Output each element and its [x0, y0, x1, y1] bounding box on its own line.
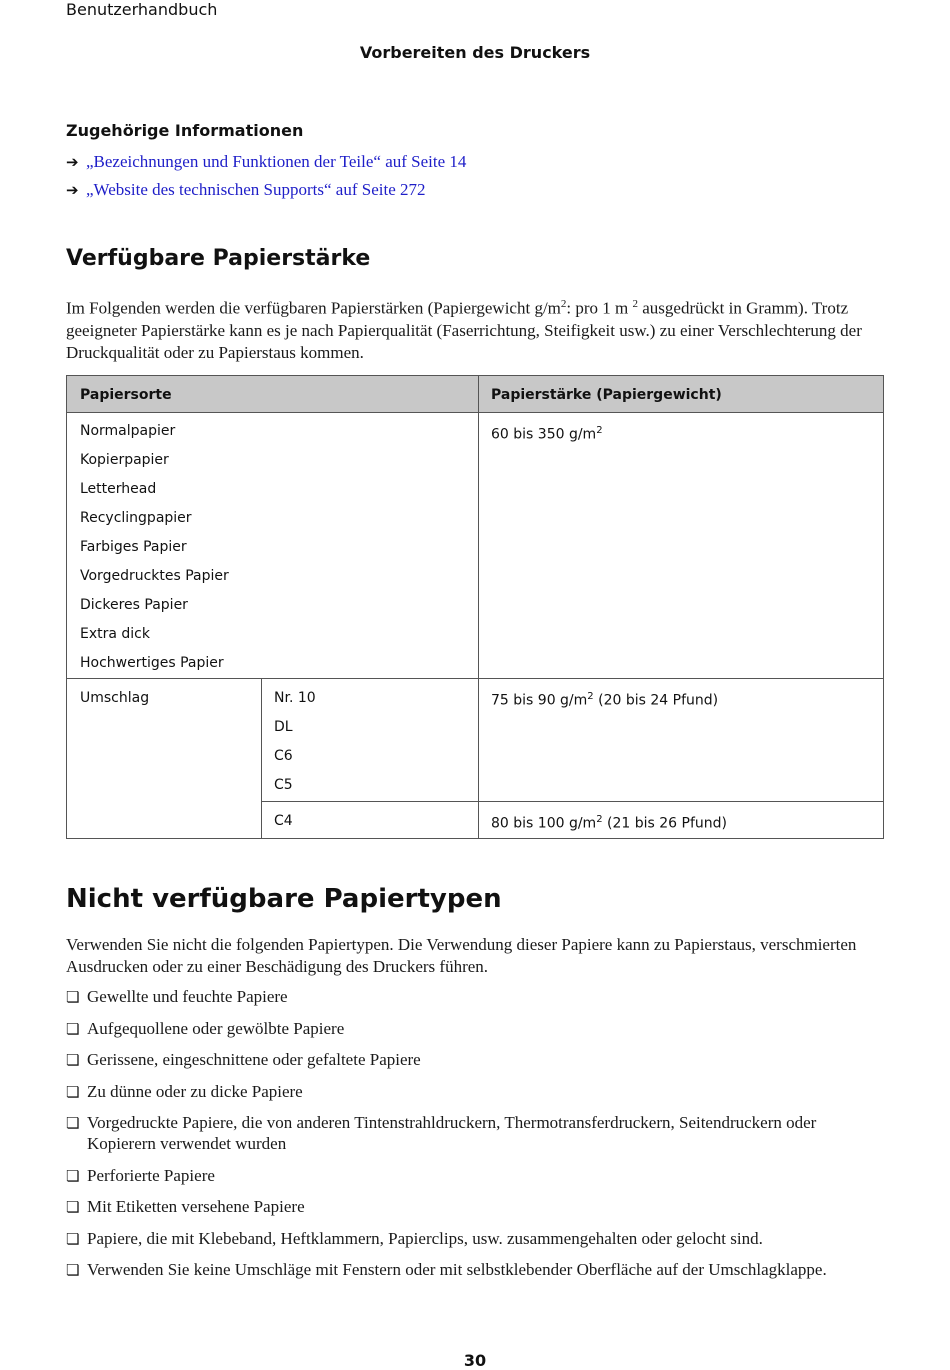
- list-item: [66, 1081, 886, 1102]
- paper-type-item: Extra dick: [80, 626, 150, 642]
- weight-superscript: 2: [587, 691, 594, 702]
- envelope-size: Nr. 10: [274, 690, 316, 706]
- checkbox-icon: ❏: [66, 988, 80, 1006]
- chapter-title: Vorbereiten des Druckers: [359, 43, 591, 62]
- right-arrow-icon: ➔: [66, 181, 79, 199]
- intro-text: : pro 1 m: [566, 298, 633, 318]
- paper-type-item: Dickeres Papier: [80, 597, 188, 613]
- envelope-size: C5: [274, 777, 293, 793]
- header-paper-weight: Papierstärke (Papiergewicht): [491, 387, 722, 403]
- related-information: [66, 121, 886, 204]
- intro-text: ausgedrückt in Gramm). Trotz geeigneter Papierstärke kann es je nach Papierqualität (Faserrichtung, Steifigkeit usw.) zu einer Verschlechterung der Druckqualität oder zu Papierstaus kommen.: [66, 298, 862, 362]
- list-item: [66, 986, 886, 1007]
- list-item: [66, 1228, 886, 1249]
- list-item: [66, 1259, 886, 1280]
- checkbox-icon: ❏: [66, 1261, 80, 1279]
- column-divider: [478, 376, 479, 838]
- page-number: 30: [463, 1351, 487, 1370]
- paper-type-item: Kopierpapier: [80, 452, 169, 468]
- related-link-row: [66, 148, 886, 176]
- weight-text: 75 bis 90 g/m: [491, 692, 588, 709]
- checkbox-icon: ❏: [66, 1051, 80, 1069]
- intro-superscript: 2: [632, 298, 638, 310]
- list-item: [66, 1018, 886, 1039]
- running-head: Benutzerhandbuch: [66, 0, 218, 19]
- paper-type-item: Hochwertiges Papier: [80, 655, 224, 671]
- link-parts-names[interactable]: „Bezeichnungen und Funktionen der Teile“ auf Seite 14: [86, 152, 467, 171]
- section-title-unavailable: Nicht verfügbare Papiertypen: [66, 884, 502, 914]
- paper-type-item: Vorgedrucktes Papier: [80, 568, 229, 584]
- list-item-text: Aufgequollene oder gewölbte Papiere: [87, 1018, 345, 1038]
- link-support-website[interactable]: „Website des technischen Supports“ auf Seite 272: [86, 180, 426, 199]
- weight-superscript: 2: [596, 814, 603, 825]
- list-item-text: Zu dünne oder zu dicke Papiere: [87, 1081, 303, 1101]
- unavailable-list: [66, 986, 886, 1291]
- list-item-text: Mit Etiketten versehene Papiere: [87, 1197, 305, 1216]
- checkbox-icon: ❏: [66, 1229, 80, 1248]
- unavailable-intro: Verwenden Sie nicht die folgenden Papiertypen. Die Verwendung dieser Papiere kann zu Papierstaus, verschmierten Ausdrucken oder zu einer Beschädigung des Druckers führen.: [66, 935, 857, 976]
- envelope-label: Umschlag: [80, 690, 150, 706]
- related-heading: Zugehörige Informationen: [66, 121, 304, 140]
- paper-type-item: Farbiges Papier: [80, 539, 187, 555]
- section-title-paper-weight: Verfügbare Papierstärke: [66, 246, 371, 271]
- weight-suffix: (20 bis 24 Pfund): [593, 692, 719, 709]
- list-item-text: Gewellte und feuchte Papiere: [87, 987, 288, 1006]
- checkbox-icon: ❏: [66, 1082, 80, 1101]
- envelope-size: DL: [274, 719, 293, 735]
- list-item-text: Verwenden Sie keine Umschläge mit Fenstern oder mit selbstklebender Oberfläche auf der Umschlagklappe.: [87, 1260, 827, 1279]
- checkbox-icon: ❏: [66, 1198, 80, 1216]
- paper-weight-intro: [66, 293, 886, 364]
- row-divider: [261, 801, 883, 802]
- envelope-size: C6: [274, 748, 293, 764]
- paper-weight-table: [66, 375, 884, 839]
- row-divider: [67, 678, 883, 679]
- checkbox-icon: ❏: [66, 1114, 80, 1132]
- weight-text: 60 bis 350 g/m: [491, 426, 597, 443]
- list-item-text: Papiere, die mit Klebeband, Heftklammern, Papierclips, usw. zusammengehalten oder gelocht sind.: [87, 1228, 763, 1248]
- right-arrow-icon: ➔: [66, 153, 79, 171]
- table-header-row: [67, 376, 883, 413]
- weight-text: 80 bis 100 g/m: [491, 815, 597, 832]
- checkbox-icon: ❏: [66, 1166, 80, 1185]
- paper-type-item: Recyclingpapier: [80, 510, 192, 526]
- list-item-text: Perforierte Papiere: [87, 1165, 215, 1185]
- list-item-text: Gerissene, eingeschnittene oder gefaltete Papiere: [87, 1050, 421, 1069]
- weight-suffix: (21 bis 26 Pfund): [602, 815, 728, 832]
- paper-type-item: Normalpapier: [80, 423, 176, 439]
- intro-text: Im Folgenden werden die verfügbaren Papierstärken (Papiergewicht g/m: [66, 298, 561, 318]
- checkbox-icon: ❏: [66, 1019, 80, 1038]
- list-item: [66, 1196, 886, 1217]
- intro-superscript: 2: [560, 298, 567, 310]
- list-item: [66, 1165, 886, 1186]
- envelope-weight-1: [491, 691, 718, 709]
- list-item: [66, 1112, 886, 1154]
- envelope-weight-2: [491, 814, 727, 832]
- list-item: [66, 1049, 886, 1070]
- paper-type-item: Letterhead: [80, 481, 157, 497]
- related-link-row: [66, 176, 886, 204]
- envelope-size-c4: C4: [274, 813, 293, 829]
- header-paper-type: Papiersorte: [80, 387, 172, 403]
- column-divider: [261, 679, 262, 838]
- weight-superscript: 2: [596, 425, 603, 436]
- list-item-text: Vorgedruckte Papiere, die von anderen Tintenstrahldruckern, Thermotransferdruckern, Seitendruckern oder Kopierern verwendet wurden: [87, 1113, 817, 1153]
- plain-weight-value: [491, 425, 603, 443]
